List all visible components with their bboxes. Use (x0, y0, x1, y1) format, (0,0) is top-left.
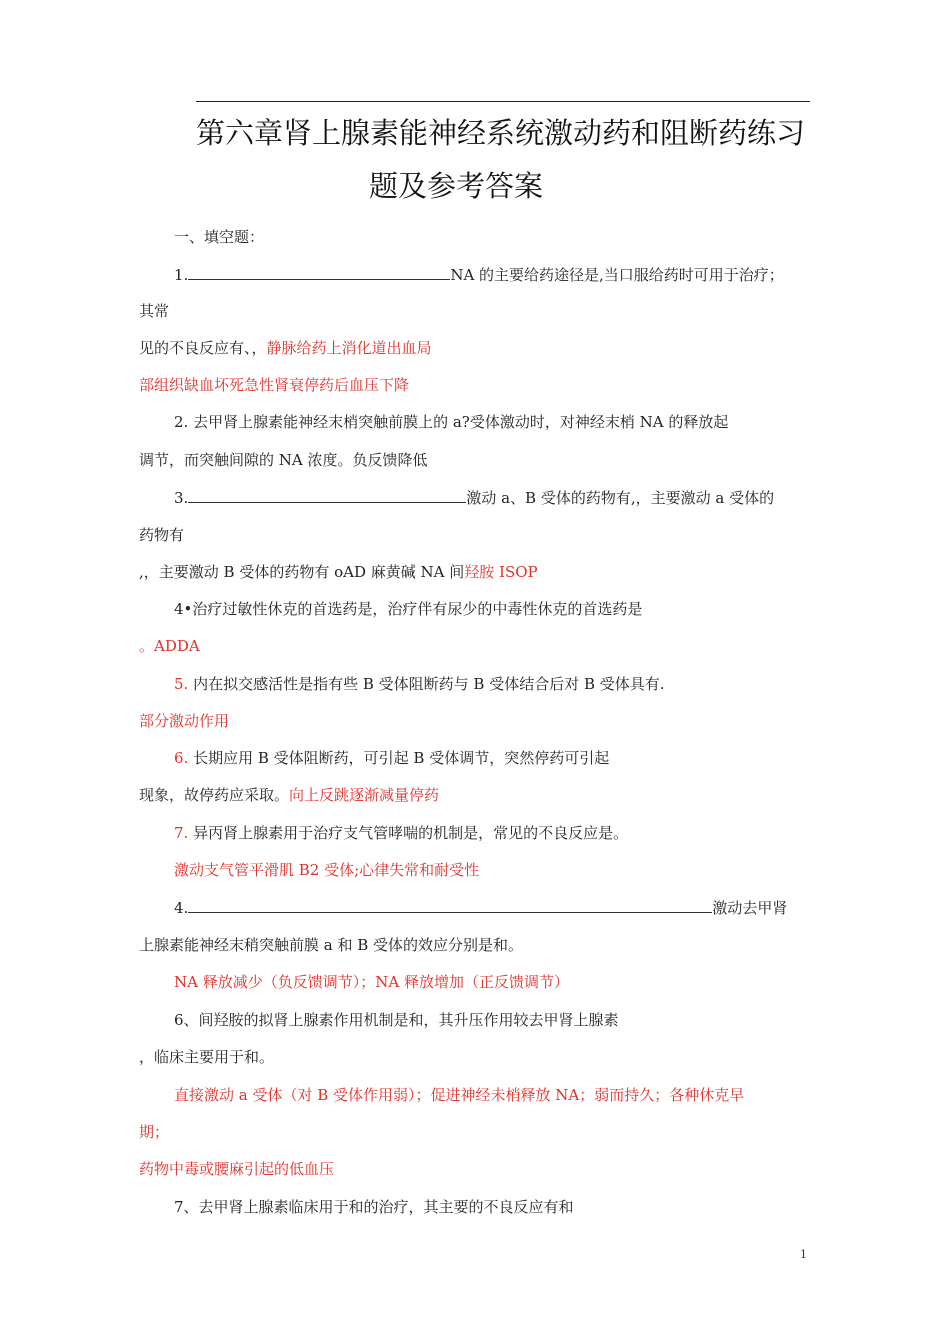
question-text: 见的不良反应有、， (139, 339, 267, 357)
question-3 (174, 488, 774, 508)
question-text: 长期应用 B 受体阻断药，可引起 B 受体调节，突然停药可引起 (188, 749, 610, 767)
section-heading: 一、填空题： (174, 228, 265, 246)
question-1-cont2 (139, 338, 432, 358)
question-text: 激动去甲肾 (712, 899, 788, 917)
question-1-cont: 其常 (139, 302, 170, 320)
answer-text: 直接激动 a 受体（对 B 受体作用弱）；促进神经未梢释放 NA；弱而持久；各种休克早 (174, 1086, 745, 1104)
answer-blank (188, 488, 466, 503)
question-text: 激动 a、B 受体的药物有,，主要激动 a 受体的 (466, 489, 775, 507)
answer-text: 羟胺 ISOP (464, 563, 538, 581)
question-number: 1. (174, 266, 189, 284)
answer-text: 。ADDA (139, 637, 200, 655)
question-6-cont (139, 785, 439, 805)
question-9-cont: ，临床主要用于和。 (139, 1048, 275, 1066)
question-8 (174, 898, 787, 918)
answer-blank (188, 265, 450, 280)
page-number: 1 (800, 1248, 807, 1261)
answer-text: 静脉给药上消化道出血局 (266, 339, 432, 357)
header-rule (196, 101, 810, 102)
document-title-line2: 题及参考答案 (369, 169, 544, 203)
question-number: 4. (174, 899, 189, 917)
answer-text: 激动支气管平滑肌 B2 受体;心律失常和耐受性 (174, 861, 480, 879)
answer-text: 部组织缺血坏死急性肾衰停药后血压下降 (139, 376, 410, 394)
question-number: 3. (174, 489, 189, 507)
answer-text: NA 释放减少（负反馈调节）；NA 释放增加（正反馈调节） (174, 973, 569, 991)
answer-text: 期； (139, 1123, 170, 1141)
question-text: 现象，故停药应采取。 (139, 786, 290, 804)
question-8-cont: 上腺素能神经末稍突触前膜 a 和 B 受体的效应分别是和。 (139, 936, 524, 954)
question-2-cont: 调节，而突触间隙的 NA 浓度。负反馈降低 (139, 451, 428, 469)
question-2: 2. 去甲肾上腺素能神经末梢突触前膜上的 a?受体激动时，对神经末梢 NA 的释放起 (174, 413, 729, 431)
question-7 (174, 823, 628, 843)
question-text: NA 的主要给药途径是,当口服给药时可用于治疗； (450, 266, 784, 284)
question-text: 内在拟交感活性是指有些 B 受体阻断药与 B 受体结合后对 B 受体具有. (188, 675, 665, 693)
question-3-cont: 药物有 (139, 526, 185, 544)
question-10: 7、去甲肾上腺素临床用于和的治疗，其主要的不良反应有和 (174, 1198, 574, 1216)
question-9: 6、间羟胺的拟肾上腺素作用机制是和，其升压作用较去甲肾上腺素 (174, 1011, 619, 1029)
answer-blank (188, 898, 712, 913)
question-text: 异丙肾上腺素用于治疗支气管哮喘的机制是，常见的不良反应是。 (188, 824, 629, 842)
question-number: 6. (174, 749, 189, 767)
document-title-line1: 第六章肾上腺素能神经系统激动药和阻断药练习 (196, 116, 806, 150)
answer-text: 部分激动作用 (139, 712, 230, 730)
question-6 (174, 748, 609, 768)
question-number: 5. (174, 675, 189, 693)
question-5 (174, 674, 665, 694)
question-3-cont2 (139, 562, 538, 582)
question-text: ,，主要激动 B 受体的药物有 oAD 麻黄碱 NA 间 (139, 563, 465, 581)
question-1 (174, 265, 784, 285)
question-number: 7. (174, 824, 189, 842)
answer-text: 药物中毒或腰麻引起的低血压 (139, 1160, 335, 1178)
question-4: 4•治疗过敏性休克的首选药是，治疗伴有尿少的中毒性休克的首选药是 (174, 600, 643, 618)
answer-text: 向上反跳逐渐减量停药 (289, 786, 440, 804)
